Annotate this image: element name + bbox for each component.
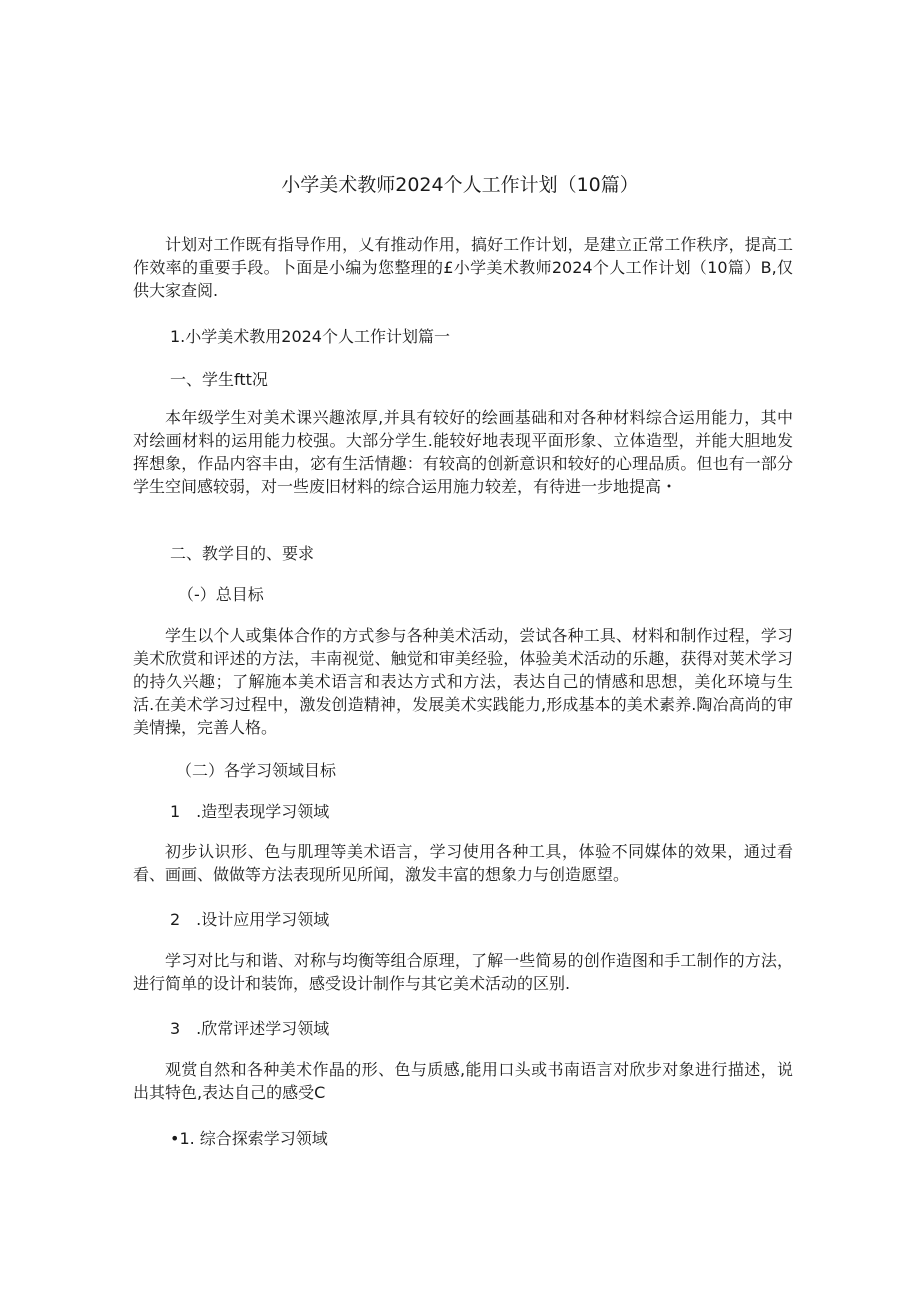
item-2-title: 2 .设计应用学习领域 [170,910,330,929]
section-heading: 1.小学美术教用2024个人工作计划篇一 [170,327,450,346]
paragraph-overall-goal: 学生以个人或集体合作的方式参与各种美术活动，尝试各种工具、材料和制作过程，学习美术欣赏和评述的方法，丰南视觉、触觉和审美经验，体验美术活动的乐趣，获得对荚术学习的持久兴趣；了解施本美术语言和表达方式和方法，表达自己的情感和思想，美化环境与生活.在美术学习过程中，激发创造精神，发展美术实践能力,形成基本的美术素养.陶冶高尚的审美情操，完善人格。 [133,626,793,737]
item-1-title: 1 .造型表现学习领域 [170,802,330,821]
item-4-title: •1. 综合探索学习领域 [170,1129,328,1148]
item-3-title: 3 .欣常评述学习领域 [170,1019,330,1038]
heading-teaching-goals: 二、教学目的、要求 [170,544,315,563]
paragraph-student-situation: 本年级学生对美术课兴趣浓厚,并具有较好的绘画基础和对各种材料综合运用能力，其中对绘画材料的运用能力校强。大部分学生.能较好地表现平面形象、立体造型，并能大胆地发挥想象，作品内容丰由，宓有生活情趣：有较高的创新意识和较好的心理品质。但也有一部分学生空间感较弱，对一些废旧材料的综合运用施力较差，有待进一步地提高・ [133,408,793,496]
item-1-text: 初步认识形、色与肌理等美术语言，学习使用各种工具，体验不同媒体的效果，通过看看、画画、做做等方法表现所见所闻，激发丰富的想象力与创造愿望。 [133,842,793,884]
intro-paragraph: 计划对工作既有指导作用，乂有推动作用，搞好工作计划，是建立正常工作秩序，提高工作效率的重要手段。卜面是小编为您整理的£小学美术教师2024个人工作计划（10篇）B,仅供大家查阅. [133,235,793,300]
heading-overall-goal: （-）总目标 [178,585,264,604]
item-3-text: 观赏自然和各种美术作晶的形、色与质感,能用口头或书南语言对欣步对象进行描述，说出其特色,表达自己的感受C [133,1060,793,1102]
document-title: 小学美术教师2024个人工作计划（10篇） [281,174,639,196]
item-2-text: 学习对比与和谐、对称与均衡等组合原理，了解一些简易的创作造图和手工制作的方法，进行简单的设计和装饰，感受设计制作与其它美术活动的区别. [133,951,793,993]
heading-domain-goals: （二）各学习领域目标 [176,761,337,780]
heading-student-situation: 一、学生ftt况 [170,370,268,389]
